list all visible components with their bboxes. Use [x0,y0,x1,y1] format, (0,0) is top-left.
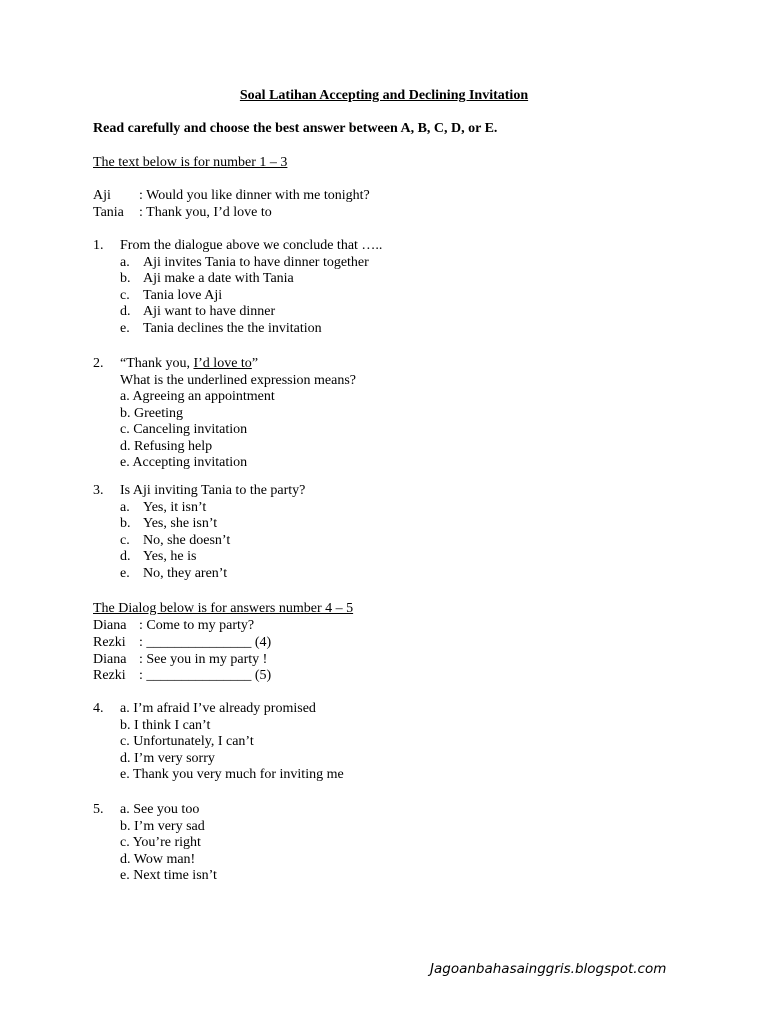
option-text: Tania declines the the invitation [143,320,322,336]
question-number: 3. [93,483,104,498]
option: b. Greeting [120,405,183,421]
question-2 [93,356,593,472]
speech: : Would you like dinner with me tonight? [139,188,370,203]
speech: : _______________ (4) [139,635,272,650]
option [120,533,593,550]
option [120,255,593,272]
question-text: Is Aji inviting Tania to the party? [120,483,306,498]
option: e. Accepting invitation [120,455,248,470]
option: d. Wow man! [120,851,196,867]
option [120,271,593,288]
option-text: No, she doesn’t [143,532,231,548]
dialogue-line [93,668,271,685]
question-number: 2. [93,356,104,371]
section1-heading: The text below is for number 1 – 3 [93,155,288,170]
option: c. You’re right [120,835,201,850]
dialogue-line [93,188,370,205]
question-number: 1. [93,238,104,253]
page-title: Soal Latihan Accepting and Declining Invitation [239,88,529,103]
option-letter: b. [120,271,131,286]
option-text: Yes, it isn’t [143,499,207,515]
instructions: Read carefully and choose the best answer between A, B, C, D, or E. [93,121,498,136]
option: d. I’m very sorry [120,750,215,766]
option: a. I’m afraid I’ve already promised [120,701,316,716]
section2-heading: The Dialog below is for answers number 4 – 5 [93,601,354,616]
option-text: Yes, she isn’t [143,516,218,531]
option-letter: a. [120,254,130,270]
option: b. I’m very sad [120,818,205,834]
option: c. Unfortunately, I can’t [120,734,254,749]
option-letter: d. [120,304,131,319]
option-text: Aji want to have dinner [143,304,276,319]
quote-close: ” [251,356,259,371]
question-text: What is the underlined expression means? [120,372,356,388]
speaker: Aji [93,188,111,203]
question-1 [93,238,593,337]
question-number: 5. [93,802,104,817]
question-3 [93,483,593,582]
option-text: Aji make a date with Tania [143,271,294,286]
speaker: Tania [93,205,124,220]
option [120,500,593,517]
option-letter: d. [120,549,131,564]
option: c. Canceling invitation [120,422,248,437]
question-4 [93,701,593,784]
option-letter: c. [120,287,130,303]
option [120,549,593,566]
speech: : See you in my party ! [139,652,268,667]
option [120,321,593,338]
dialogue-line [93,635,271,652]
question-text: From the dialogue above we conclude that ….. [120,238,383,253]
option: a. See you too [120,802,200,817]
dialogue-line [93,205,272,222]
speaker: Rezki [93,668,126,683]
question-5 [93,802,593,885]
speaker: Diana [93,618,127,633]
dialogue-line [93,652,267,669]
option-text: Aji invites Tania to have dinner together [143,254,369,270]
footer-source: Jagoanbahasainggris.blogspot.com [430,961,667,977]
option-text: Yes, he is [143,549,197,564]
option [120,566,593,583]
option [120,288,593,305]
speaker: Rezki [93,635,126,650]
option: b. I think I can’t [120,717,211,733]
quote-open: “Thank you, [120,356,194,371]
option-text: No, they aren’t [143,565,228,581]
speech: : Thank you, I’d love to [139,205,272,220]
option: a. Agreeing an appointment [120,389,275,404]
option [120,516,593,533]
question-number: 4. [93,701,104,716]
speech: : Come to my party? [139,618,255,633]
option: d. Refusing help [120,438,213,454]
option-letter: b. [120,516,131,531]
option [120,304,593,321]
option-text: Tania love Aji [143,287,223,303]
option-letter: e. [120,320,130,336]
option: e. Thank you very much for inviting me [120,767,344,782]
option-letter: a. [120,499,130,515]
option-letter: c. [120,532,130,548]
underlined-expression: I’d love to [193,356,252,371]
quote [120,356,593,373]
speech: : _______________ (5) [139,668,272,683]
option-letter: e. [120,565,130,581]
dialogue-line [93,618,254,635]
option: e. Next time isn’t [120,868,217,883]
speaker: Diana [93,652,127,667]
